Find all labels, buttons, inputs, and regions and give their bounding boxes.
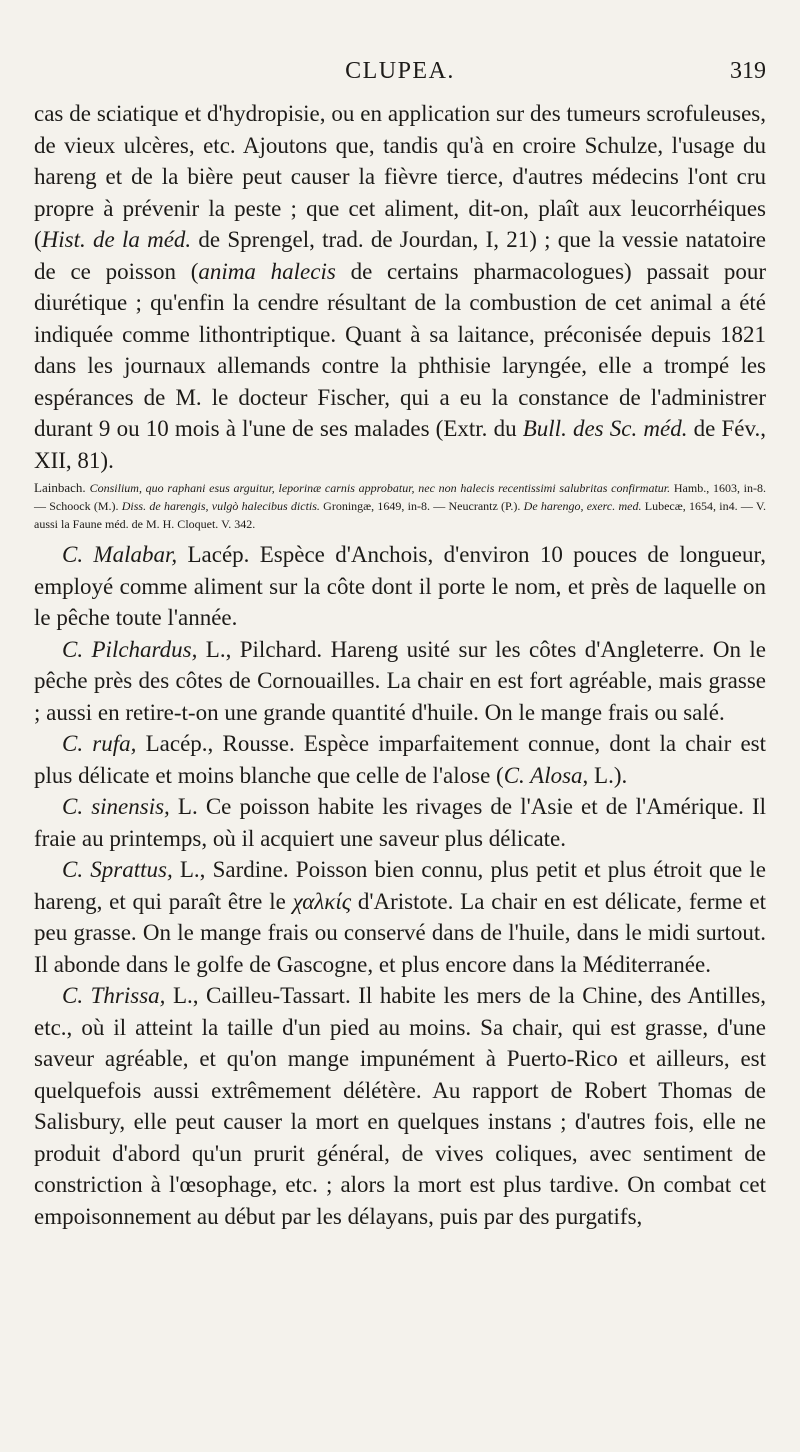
text-run: de Fév., XII, 81). <box>34 416 766 473</box>
text-run: cas de sciatique et d'hydropisie, ou en application sur des tumeurs scrofuleuses, de vieux ulcères, etc. Ajoutons que, tandis qu'à en croire Schulze, l'usage du hareng et de la bière peut causer la fièvre tierce, d'autres médecins l'ont cru propre à prévenir la peste ; que cet aliment, dit-on, plaît aux leucorrhéiques ( <box>34 101 766 252</box>
body-paragraph <box>34 98 766 476</box>
text-run: , L.). <box>582 762 628 788</box>
italic-text: C. sinensis, <box>62 794 170 819</box>
italic-text: Hist. de la méd. <box>41 227 192 252</box>
italic-text: C. Thrissa, <box>62 983 166 1008</box>
text-run: L., Sardine. Poisson bien connu, plus petit et plus étroit que le hareng, et qui paraît être le <box>34 857 766 914</box>
text-run: Hamb., 1603, in-8. — Schoock (M.). <box>34 481 767 513</box>
text-run: Lacép., Rousse. Espèce imparfaitement connue, dont la chair est plus délicate et moins blanche que celle de l'alose ( <box>34 731 766 788</box>
italic-text: C. rufa, <box>62 731 137 756</box>
text-run: Lainbach. <box>34 480 90 495</box>
italic-text: C. Malabar, <box>62 542 178 567</box>
text-run: Groningæ, 1649, in-8. — Neucrantz (P.). <box>319 499 524 513</box>
text-run: L. Ce poisson habite les rivages de l'Asie et de l'Amérique. Il fraie au printemps, où il acquiert une saveur plus délicate. <box>34 794 767 851</box>
running-title: CLUPEA. <box>345 58 455 84</box>
text-run: Lacép. Espèce d'Anchois, d'environ 10 pouces de longueur, employé comme aliment sur la côte dont il porte le nom, et près de laquelle on le pêche toute l'année. <box>34 542 767 630</box>
page-body <box>34 98 766 1232</box>
bibliography-note <box>34 479 766 533</box>
italic-text: anima halecis <box>198 258 336 284</box>
italic-text: C. Pilchardus, <box>62 636 198 662</box>
italic-text: C. Sprattus, <box>62 857 173 882</box>
body-paragraph <box>34 539 766 634</box>
italic-text: Bull. des Sc. méd. <box>522 416 688 441</box>
body-paragraph <box>34 854 766 980</box>
text-run: de Sprengel, trad. de Jourdan, I, 21) ; que la vessie natatoire de ce poisson ( <box>34 227 766 284</box>
text-run: d'Aristote. La chair en est délicate, ferme et peu grasse. On le mange frais ou conservé dans de l'huile, dans le midi surtout. Il abonde dans le golfe de Gascogne, et plus encore dans la Méditerranée. <box>34 888 766 977</box>
italic-text: De harengo, exerc. med. <box>523 499 642 513</box>
text-run: L., Pilchard. Hareng usité sur les côtes d'Angleterre. On le pêche près des côtes de Cornouailles. La chair en est fort agréable, mais grasse ; aussi en retire-t-on une grande quantité d'huile. On le mange frais ou salé. <box>34 636 766 725</box>
body-paragraph <box>34 980 766 1232</box>
page-header <box>34 58 766 92</box>
italic-text: C. Alosa <box>503 762 583 788</box>
italic-text: Consilium, quo raphani esus arguitur, leporinæ carnis approbatur, nec non halecis recentissimi salubritas confirmatur. <box>89 481 671 495</box>
italic-text: χαλκίς <box>292 888 352 914</box>
text-run: L., Cailleu-Tassart. Il habite les mers de la Chine, des Antilles, etc., où il atteint la taille d'un pied au moins. Sa chair, qui est grasse, d'une saveur agréable, et qu'on mange impunément à Puerto-Rico et ailleurs, est quelquefois aussi extrêmement délétère. Au rapport de Robert Thomas de Salisbury, elle peut causer la mort en quelques instans ; d'autres fois, elle ne produit d'abord qu'un prurit général, de vives coliques, avec sentiment de constriction à l'œsophage, etc. ; alors la mort est plus tardive. On combat cet empoisonnement au début par les délayans, puis par des purgatifs, <box>34 983 767 1229</box>
body-paragraph <box>34 634 766 729</box>
page-number: 319 <box>730 58 766 84</box>
body-paragraph <box>34 791 766 854</box>
text-run: de certains pharmacologues) passait pour diurétique ; qu'enfin la cendre résultant de la combustion de cet animal a été indiquée comme lithontriptique. Quant à sa laitance, préconisée depuis 1821 dans les journaux allemands contre la phthisie laryngée, elle a trompé les espérances de M. le docteur Fischer, qui a eu la constance de l'administrer durant 9 ou 10 mois à l'une de ses malades (Extr. du <box>34 258 766 441</box>
text-run: Lubecæ, 1654, in4. — V. aussi la Faune méd. de M. H. Cloquet. V. 342. <box>34 499 766 531</box>
body-paragraph <box>34 728 766 791</box>
italic-text: Diss. de harengis, vulgò halecibus dictis. <box>121 499 320 513</box>
